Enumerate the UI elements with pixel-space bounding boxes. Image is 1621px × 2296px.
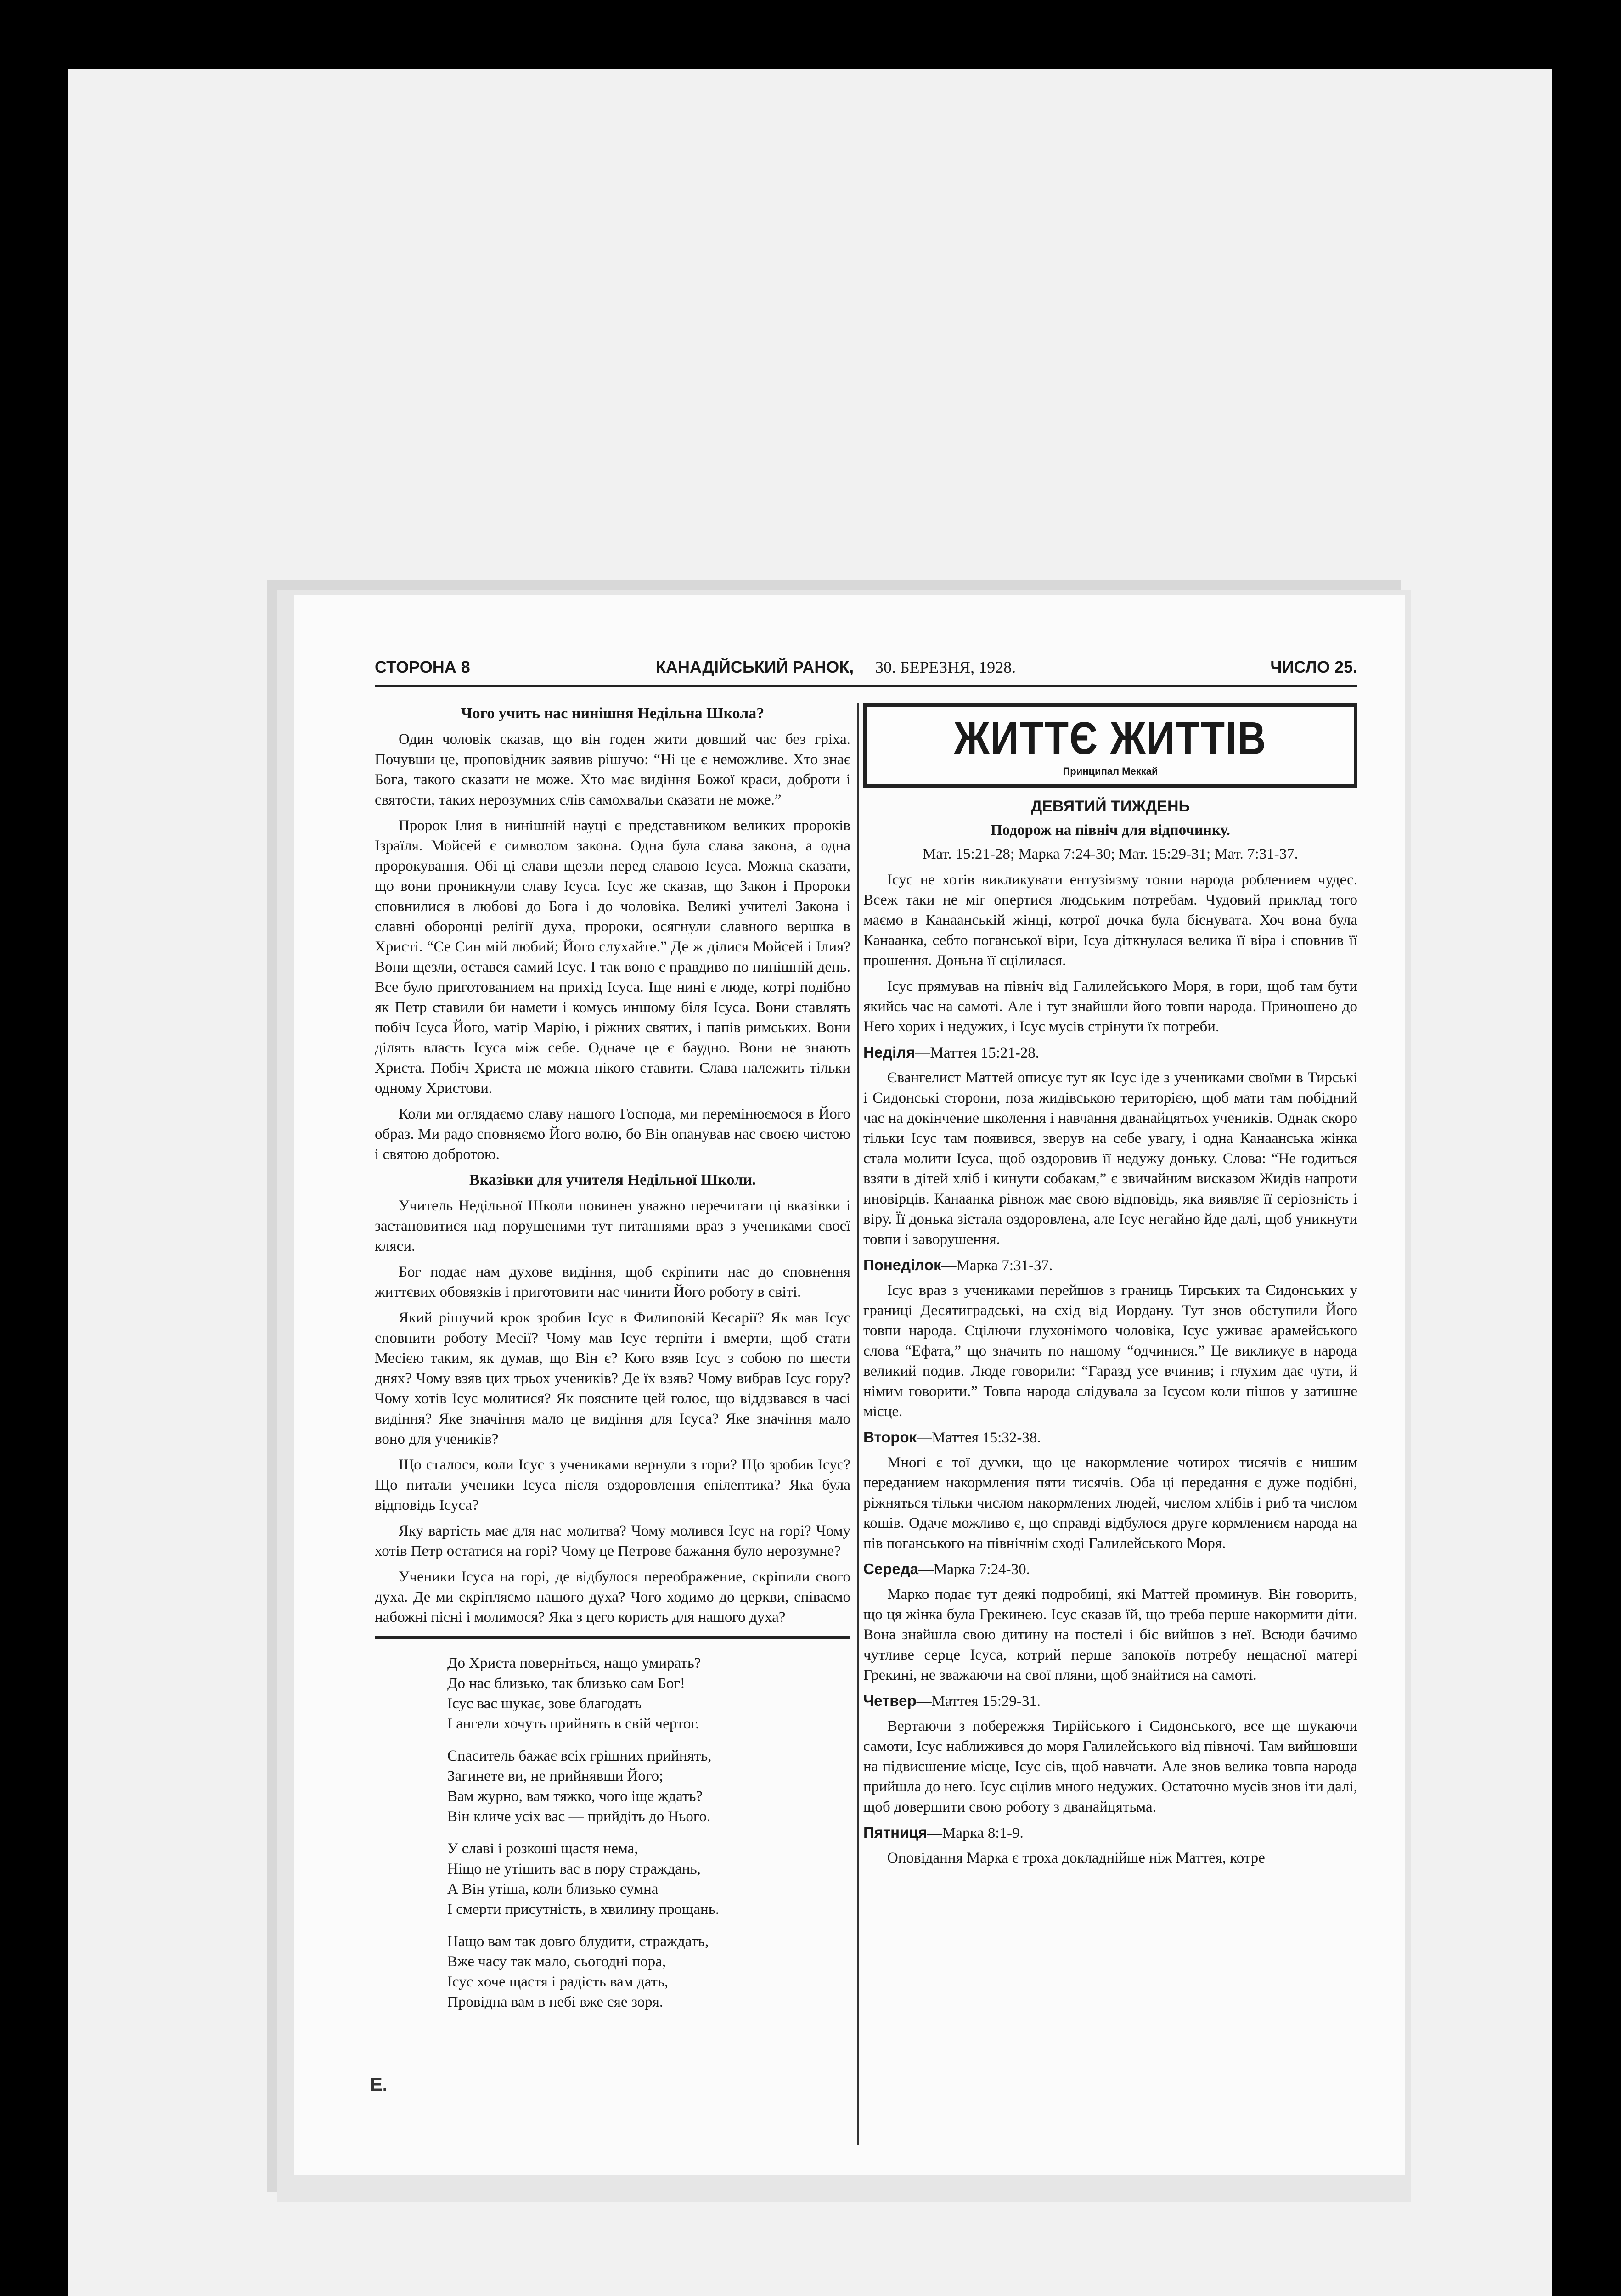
left-column <box>375 703 850 2024</box>
poem-line: А Він утіша, коли близько сумна <box>447 1881 659 1897</box>
paragraph: Що сталося, коли Ісус з учениками вернули з гори? Що зробив Ісус? Що питали ученики Ісуса після оздоровлення епілептика? Яка була відповідь Ісуса? <box>375 1457 850 1514</box>
day-heading-tuesday <box>863 1427 1357 1448</box>
day-heading-friday <box>863 1823 1357 1843</box>
day-heading-wednesday <box>863 1559 1357 1580</box>
day-label: Пятниця <box>863 1824 927 1841</box>
poem-line: Провідна вам в небі вже сяе зоря. <box>447 1994 664 2010</box>
poem-stanza <box>447 1653 778 1734</box>
paragraph: Який рішучий крок зробив Ісус в Филиповій Кесарії? Як мав Ісус сповнити роботу Месії? Чому мав Ісус терпіти і вмерти, щоб стати Месією таким, як думав, що Він є? Кого взяв Ісус з собою по шести днях? Чому взяв цих трьох учеників? Де їх взяв? Чому вибрав Ісус гору? Чому хотів Ісус молитися? Як поясните цей голос, що віддзвався в часі видіння? Яке значіння мало це видіння для Ісуса? Яке значіння мало воно для учеників? <box>375 1310 850 1447</box>
paragraph: Вертаючи з побережжя Тирійського і Сидонського, все ще шукаючи самоти, Ісус наближився до моря Галилейського від півночі. Там вийшовши на підвисшение місце, Ісус сів, щоб навчати. Але знов велика товпа народа прийшла до него. Ісус сцілив много недужих. Остаточно мусів знов іти далі, щоб довершити свою роботу з дванайцятьма. <box>863 1718 1357 1815</box>
paragraph: Один чоловік сказав, що він годен жити довший час без гріха. Почувши це, проповідник заявив рішучо: “Ні це є неможливе. Хто знає Бога, такого сказати не може. Хто має видіння Божої краси, доброти і святости, таких нерозумних слів самохвальи сказати не може.” <box>375 731 850 808</box>
paragraph: Ісус враз з учениками перейшов з границь Тирських та Сидонських у границі Десятиградські, на схід від Иордану. Тут знов обступили Його товпи народа. Сцілючи глухонімого чоловіка, Ісус уживає арамейського слова “Ефата,” що значить по нашому “одчинися.” Це викликує в народа великий подив. Люде говорили: “Гаразд усе вчинив; і глухим дає чути, й німим говорити.” Товпа народа слідувала за Ісусом коли пішов у затишне місце. <box>863 1282 1357 1420</box>
poem-line: Спаситель бажає всіх грішних прийнять, <box>447 1748 712 1764</box>
right-column <box>863 703 1357 1874</box>
issue-date: 30. БЕРЕЗНЯ, 1928. <box>875 658 1016 676</box>
day-label: Понеділок <box>863 1256 941 1273</box>
poem <box>447 1653 778 2012</box>
footer-mark: E. <box>370 2075 388 2095</box>
poem-stanza <box>447 1839 778 1919</box>
column-divider <box>857 703 859 2145</box>
poem-line: Загинете ви, не прийнявши Його; <box>447 1768 664 1784</box>
paragraph: Коли ми оглядаємо славу нашого Господа, ми перемінюємося в Його образ. Ми радо сповняємо Його волю, бо Він опанував нас своєю чистою і святою добротою. <box>375 1106 850 1163</box>
section-title-teacher-notes: Вказівки для учителя Недільної Школи. <box>469 1171 756 1188</box>
column-title-box <box>863 703 1357 788</box>
paragraph: Марко подає тут деякі подробиці, які Маттей проминув. Він говорить, що ця жінка була Грекинею. Ісус сказав їй, що треба перше накормити діти. Вона знайшла свою дитину на постелі і біс вийшов з неї. Всюди бачимо чутливе серце Ісуса, котрий перше запокоїв потребу нещасної матері Грекині, не зважаючи на свої пляни, щоб знайтися на самоті. <box>863 1586 1357 1683</box>
day-label: Неділя <box>863 1044 915 1061</box>
poem-line: Він кличе усіх вас — прийдіть до Нього. <box>447 1808 711 1825</box>
poem-line: І ангели хочуть прийнять в свій чертог. <box>447 1716 699 1732</box>
newspaper-page <box>294 595 1405 2175</box>
day-reference: —Марка 7:24-30. <box>918 1561 1030 1578</box>
poem-line: Ісус вас шукає, зове благодать <box>447 1695 642 1712</box>
scripture-references: Мат. 15:21-28; Марка 7:24-30; Мат. 15:29-31; Мат. 7:31-37. <box>923 846 1298 862</box>
poem-line: До нас близько, так близько сам Бог! <box>447 1675 685 1692</box>
page-number: СТОРОНА 8 <box>375 658 470 676</box>
paragraph: Учитель Недільної Школи повинен уважно перечитати ці вказівки і застановитися над порушеними тут питаннями враз з учениками своєї кляси. <box>375 1198 850 1255</box>
poem-line: Вже часу так мало, сьогодні пора, <box>447 1953 666 1970</box>
paragraph: Євангелист Маттей описує тут як Ісус іде з учениками своїми в Тирські і Сидонські сторони, поза жидівською територією, щоб мати там побідний час на докінчение школення і навчання дванайцятьох учеників. Однак скоро тільки Ісус там появився, зверув на себе увагу, і одна Канаанська жінка стала молити Ісуса, щоб оздоровив її недужу доньку. Слова: “Не годиться взяти в дітей хліб і кинути собакам,” є звичайним висказом Жидів напроти иновірців. Канаанка рівнож має свою відповідь, яка виявляє її серіозність і віру. Її донька зістала оздоровлена, але Ісус негайно йде далі, щоб уникнути товпи і заворушення. <box>863 1069 1357 1248</box>
paragraph: Ісус прямував на північ від Галилейського Моря, в гори, щоб там бути якийсь час на самоті. Але і тут знайшли його товпи народа. Приношено до Него хорих і недужих, і Ісус мусів стрінути їх потреби. <box>863 978 1357 1035</box>
issue-number: ЧИСЛО 25. <box>1270 658 1357 676</box>
paragraph: Пророк Ілия в нинішній науці є представником великих пророків Ізраїля. Мойсей є символом закона. Одна була слава закона, а одна пророкування. Обі ці слави щезли перед славою Ісуса. Можна сказати, що вони проникнули славу Ісуса. Ісус же сказав, що Закон і Пророки сповнилися в любові до Бога і до чоловіка. Великі учителі Закона і славні оборонці релігії духа, пророки, осягнули славного вершка в Христі. “Се Син мій любий; Його слухайте.” Де ж ділися Мойсей і Ілия? Вони щезли, остався самий Ісус. І так воно є правдиво по нинішній день. Все було приготованием на прихід Ісуса. Іще нині є люде, котрі подібно як Петр ставили би намети і комусь иншому біля Ісуса. Вони ставлять побіч Ісуса Його, матір Марію, і ріжних святих, і папів римських. Вони ділять власть Ісуса між себе. Одначе це є баудно. Вони не знають Христа. Побіч Христа не можна нікого ставити. Слава належить тільки одному Христови. <box>375 817 850 1097</box>
poem-stanza <box>447 1931 778 2012</box>
poem-line: Нащо вам так довго блудити, страждать, <box>447 1933 709 1950</box>
day-label: Второк <box>863 1429 917 1446</box>
poem-line: Ніщо не утішить вас в пору страждань, <box>447 1861 701 1877</box>
day-heading-sunday <box>863 1042 1357 1063</box>
day-reference: —Маттея 15:29-31. <box>916 1693 1041 1710</box>
paragraph: Многі є тої думки, що це накормление чотирох тисячів є нишим переданием накормления пяти тисячів. Оба ці передання є дуже подібні, ріжняться тільки числом накормлених людей, числом хлібів і риб та числом кошів. Одачє можливо є, що справді відбулося друге кормлениєм народа на пів поганського на північнім сході Галилейського Моря. <box>863 1454 1357 1552</box>
paragraph: Яку вартість має для нас молитва? Чому молився Ісус на горі? Чому хотів Петр остатися на горі? Чому це Петрове бажання було нерозумне? <box>375 1523 850 1559</box>
column-author: Принципал Меккай <box>1063 765 1158 777</box>
day-reference: —Маттея 15:32-38. <box>917 1429 1041 1446</box>
paragraph: Оповідання Марка є троха докладнійше ніж Маттея, котре <box>887 1850 1265 1866</box>
day-label: Четвер <box>863 1692 917 1709</box>
column-title: ЖИТТЄ ЖИТТІВ <box>954 713 1267 764</box>
paragraph: Ісус не хотів викликувати ентузіязму товпи народа роблением чудес. Всеж таки не міг опертися людським потребам. Чудовий приклад того маємо в Канаанській жінці, котрої дочка була біснувата. Хоч вона була Канаанка, себто поганської віри, Ісуа діткнулася велика її віра і сповнив її прошення. Доньна її сцілилася. <box>863 872 1357 969</box>
poem-line: І смерти присутність, в хвилину прощань. <box>447 1901 720 1918</box>
day-reference: —Марка 7:31-37. <box>941 1257 1053 1274</box>
poem-line: Вам журно, вам тяжко, чого іще ждать? <box>447 1788 703 1805</box>
poem-stanza <box>447 1746 778 1827</box>
poem-line: У славі і розкоші щастя нема, <box>447 1840 638 1857</box>
poem-line: Ісус хоче щастя і радість вам дать, <box>447 1974 669 1990</box>
day-heading-monday <box>863 1255 1357 1276</box>
newspaper-name: КАНАДІЙСЬКИЙ РАНОК, <box>656 658 854 676</box>
header-rule <box>375 685 1357 687</box>
section-divider <box>375 1636 850 1639</box>
paragraph: Ученики Ісуса на горі, де відбулося переображение, скріпили свого духа. Де ми скріпляємо нашого духа? Чого ходимо до церкви, співаємо набожні пісні і молимося? Яка з цего користь для нашого духа? <box>375 1569 850 1626</box>
day-heading-thursday <box>863 1691 1357 1711</box>
paragraph: Бог подає нам духове видіння, щоб скріпити нас до сповнення життєвих обовязків і приготовити нас чинити Його роботу в світі. <box>375 1264 850 1300</box>
poem-line: До Христа поверніться, нащо умирать? <box>447 1655 701 1671</box>
running-head <box>375 658 1357 685</box>
section-title-sunday-school: Чого учить нас нинішня Недільна Школа? <box>461 705 765 722</box>
week-heading: ДЕВЯТИЙ ТИЖДЕНЬ <box>1031 798 1190 815</box>
day-reference: —Маттея 15:21-28. <box>915 1045 1039 1061</box>
day-reference: —Марка 8:1-9. <box>927 1825 1024 1841</box>
day-label: Середа <box>863 1560 918 1577</box>
lesson-subheading: Подорож на північ для відпочинку. <box>991 822 1230 838</box>
